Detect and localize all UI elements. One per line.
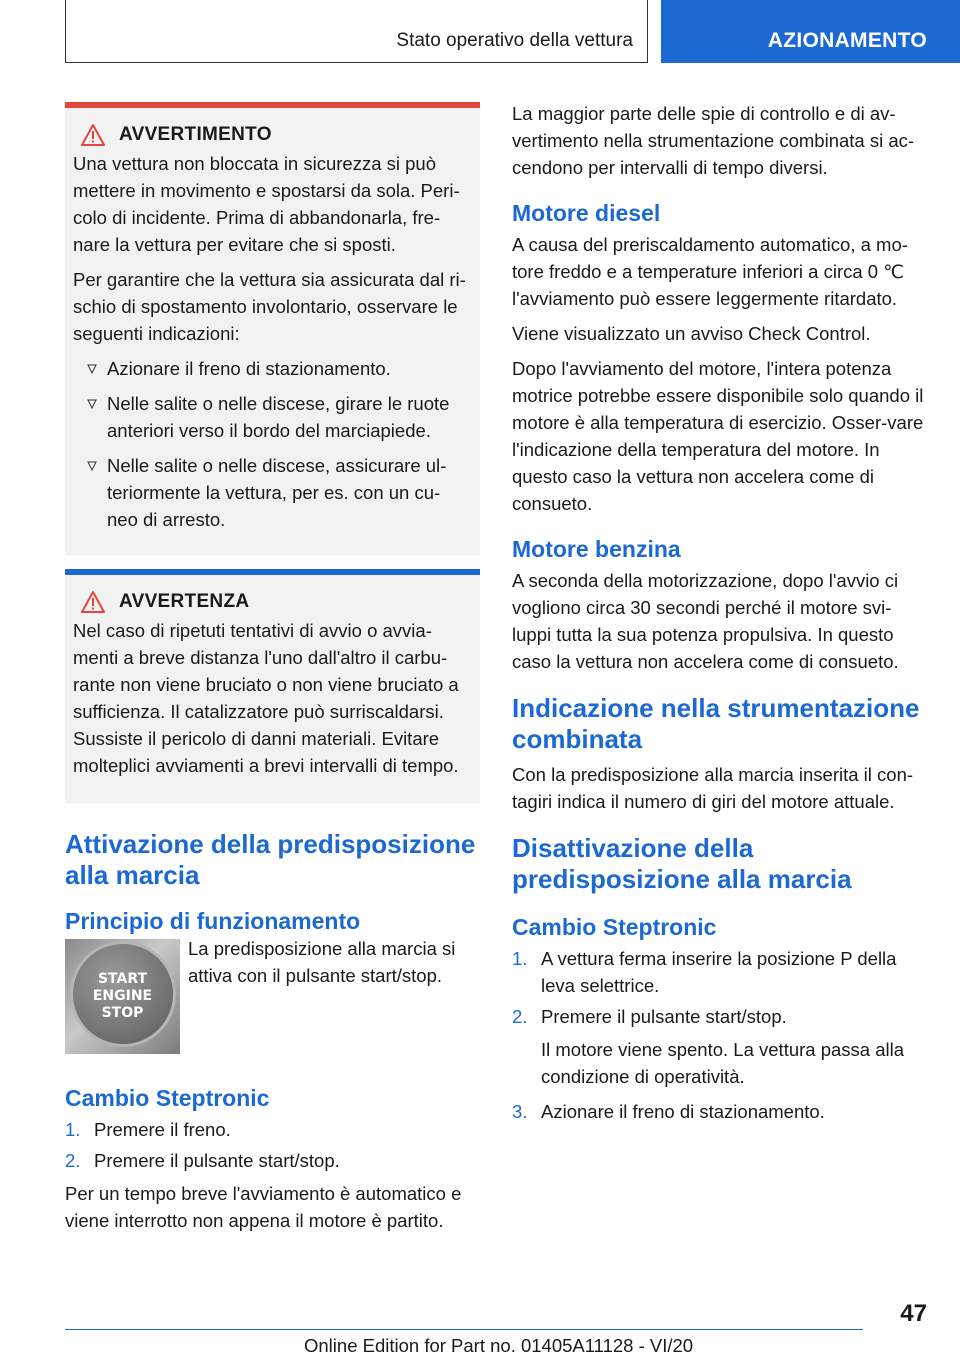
warning-box xyxy=(65,102,480,555)
start-stop-button-image xyxy=(65,939,180,1054)
bullet-triangle-icon xyxy=(87,461,97,471)
diesel-text: A causa del preriscaldamento automatico, a mo-tore freddo e a temperature inferiori a circa 0 ℃ l'avviamento può essere leggermente ritardato. xyxy=(512,234,908,309)
note-title: AVVERTENZA xyxy=(119,591,250,612)
step-list xyxy=(65,1116,480,1174)
closing-text: Per un tempo breve l'avviamento è automatico e viene interrotto non appena il motore è partito. xyxy=(65,1183,462,1231)
list-item: Nelle salite o nelle discese, assicurare ul-teriormente la vettura, per es. con un cu-neo di arresto. xyxy=(73,452,470,533)
intro-text: La maggior parte delle spie di controllo e di av-vertimento nella strumentazione combinata si ac-cendono per intervalli di tempo diversi. xyxy=(512,103,915,178)
bullet-triangle-icon xyxy=(87,399,97,409)
subsection-heading: Cambio Steptronic xyxy=(512,914,717,940)
right-column xyxy=(512,100,927,1131)
list-item: 2. Premere il pulsante start/stop. xyxy=(65,1150,340,1171)
button-label: ENGINE xyxy=(92,988,153,1004)
step-list xyxy=(512,1098,927,1125)
display-text: Con la predisposizione alla marcia inserita il con-tagiri indica il numero di giri del motore attuale. xyxy=(512,764,914,812)
warning-paragraph: Una vettura non bloccata in sicurezza si può mettere in movimento e spostarsi da sola. Peri-colo di incidente. Prima di abbandonarla, fre-nare la vettura per evitare che si sposti. xyxy=(73,153,460,255)
note-box xyxy=(65,569,480,803)
subsection-heading: Cambio Steptronic xyxy=(65,1085,270,1111)
subsection-heading: Motore benzina xyxy=(512,536,681,562)
subsection-heading: Motore diesel xyxy=(512,200,661,226)
list-item: Azionare il freno di stazionamento. xyxy=(73,355,470,382)
diesel-text: Dopo l'avviamento del motore, l'intera potenza motrice potrebbe essere disponibile solo quando il motore è alla temperatura di esercizio. Osser-vare l'indicazione della temperatura del motore. In questo caso la vettura non accelera come di consueto. xyxy=(512,358,924,514)
step-list xyxy=(512,945,927,1030)
chapter-tab[interactable] xyxy=(661,0,960,63)
button-label: STOP xyxy=(101,1005,144,1021)
warning-triangle-icon xyxy=(81,124,105,146)
step-note: Il motore viene spento. La vettura passa alla condizione di operatività. xyxy=(541,1039,905,1087)
petrol-text: A seconda della motorizzazione, dopo l'avvio ci vogliono circa 30 secondi perché il motore svi-luppi tutta la sua potenza propulsiva. In questo caso la vettura non accelera come di consueto. xyxy=(512,570,899,672)
footer-edition: Online Edition for Part no. 01405A11128 - VI/20 xyxy=(304,1335,694,1356)
list-item: 1. A vettura ferma inserire la posizione P della leva selettrice. xyxy=(512,948,897,996)
list-item: Nelle salite o nelle discese, girare le ruote anteriori verso il bordo del marciapiede. xyxy=(73,390,470,444)
figure-caption-text: La predisposizione alla marcia si attiva con il pulsante start/stop. xyxy=(188,938,456,986)
page-number: 47 xyxy=(900,1300,927,1327)
list-item: 1. Premere il freno. xyxy=(65,1119,231,1140)
note-text: Nel caso di ripetuti tentativi di avvio o avvia-menti a breve distanza l'uno dall'altro il carbu-rante non viene bruciato o non viene bruciato a sufficienza. Il catalizzatore può surriscaldarsi. Sussiste il pericolo di danni materiali. Evitare molteplici avviamenti a brevi intervalli di tempo. xyxy=(73,620,459,776)
list-item: 2. Premere il pulsante start/stop. xyxy=(512,1006,787,1027)
section-title: Stato operativo della vettura xyxy=(396,30,633,51)
header-section-box xyxy=(65,0,648,63)
warning-paragraph: Per garantire che la vettura sia assicurata dal ri-schio di spostamento involontario, osservare le seguenti indicazioni: xyxy=(73,269,466,344)
section-heading: Disattivazione della predisposizione alla marcia xyxy=(512,833,852,894)
chapter-tab-label: AZIONAMENTO xyxy=(767,29,927,52)
warning-triangle-icon xyxy=(81,591,105,613)
list-item: 3. Azionare il freno di stazionamento. xyxy=(512,1101,825,1122)
diesel-text: Viene visualizzato un avviso Check Control. xyxy=(512,323,871,344)
subsection-heading: Principio di funzionamento xyxy=(65,908,361,934)
bullet-triangle-icon xyxy=(87,364,97,374)
footer-divider xyxy=(65,1329,863,1330)
section-heading: Indicazione nella strumentazione combinata xyxy=(512,693,920,754)
warning-bullet-list xyxy=(73,355,470,533)
warning-title: AVVERTIMENTO xyxy=(119,124,272,145)
section-heading: Attivazione della predisposizione alla marcia xyxy=(65,829,476,890)
button-label: START xyxy=(97,971,148,987)
left-column xyxy=(65,102,480,1242)
